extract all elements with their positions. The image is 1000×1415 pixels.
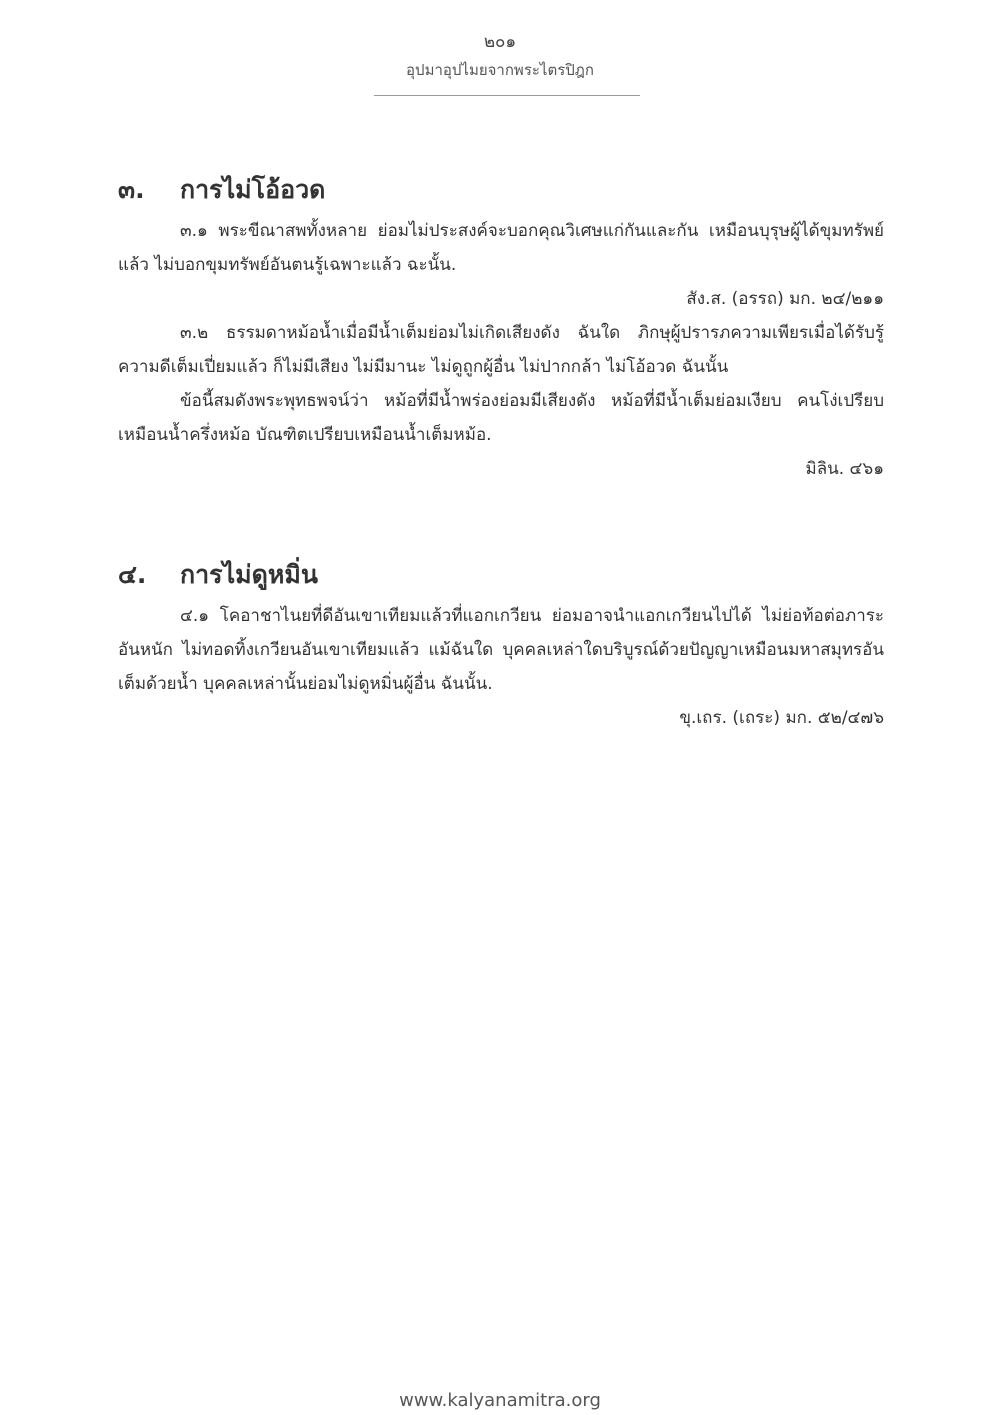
section-title: การไม่โอ้อวด	[180, 175, 326, 204]
paragraph-4-1: ๔.๑ โคอาชาไนยที่ดีอันเขาเทียมแล้วที่แอกเกวียน ย่อมอาจนำแอกเกวียนไปได้ ไม่ย่อท้อต่อภาระอันหนัก ไม่ทอดทิ้งเกวียนอันเขาเทียมแล้ว แม้ฉันใด บุคคลเหล่าใดบริบูรณ์ด้วยปัญญาเหมือนมหาสมุทรอันเต็มด้วยน้ำ บุคคลเหล่านั้นย่อมไม่ดูหมิ่นผู้อื่น ฉันนั้น.	[118, 606, 884, 694]
citation: มิลิน. ๔๖๑	[805, 459, 884, 479]
footer-website: www.kalyanamitra.org	[399, 1390, 601, 1411]
section-heading	[118, 555, 884, 599]
paragraph-3-2: ๓.๒ ธรรมดาหม้อน้ำเมื่อมีน้ำเต็มย่อมไม่เกิดเสียงดัง ฉันใด ภิกษุผู้ปรารภความเพียรเมื่อได้รับรู้ความดีเต็มเปี่ยมแล้ว ก็ไม่มีเสียง ไม่มีมานะ ไม่ดูถูกผู้อื่น ไม่ปากกล้า ไม่โอ้อวด ฉันนั้น	[118, 323, 884, 377]
paragraph-3-2-note: ข้อนี้สมดังพระพุทธพจน์ว่า หม้อที่มีน้ำพร่องย่อมมีเสียงดัง หม้อที่มีน้ำเต็มย่อมเงียบ คนโง่เปรียบเหมือนน้ำครึ่งหม้อ บัณฑิตเปรียบเหมือนน้ำเต็มหม้อ.	[118, 391, 884, 445]
section-heading	[118, 170, 884, 214]
page-header	[0, 30, 1000, 82]
running-title: อุปมาอุปไมยจากพระไตรปิฎก	[406, 61, 594, 79]
citation: ขุ.เถร. (เถระ) มก. ๕๒/๔๗๖	[679, 708, 884, 728]
section-4	[118, 555, 884, 735]
section-number: ๓.	[118, 175, 145, 204]
paragraph-3-1: ๓.๑ พระขีณาสพทั้งหลาย ย่อมไม่ประสงค์จะบอกคุณวิเศษแก่กันและกัน เหมือนบุรุษผู้ได้ขุมทรัพย์แล้ว ไม่บอกขุมทรัพย์อันตนรู้เฉพาะแล้ว ฉะนั้น.	[118, 221, 884, 275]
section-title: การไม่ดูหมิ่น	[180, 560, 318, 589]
section-number: ๔.	[118, 560, 147, 589]
citation: สัง.ส. (อรรถ) มก. ๒๔/๒๑๑	[686, 289, 884, 309]
section-3	[118, 170, 884, 486]
header-divider	[374, 95, 640, 96]
page-number: ๒๐๑	[483, 32, 517, 52]
